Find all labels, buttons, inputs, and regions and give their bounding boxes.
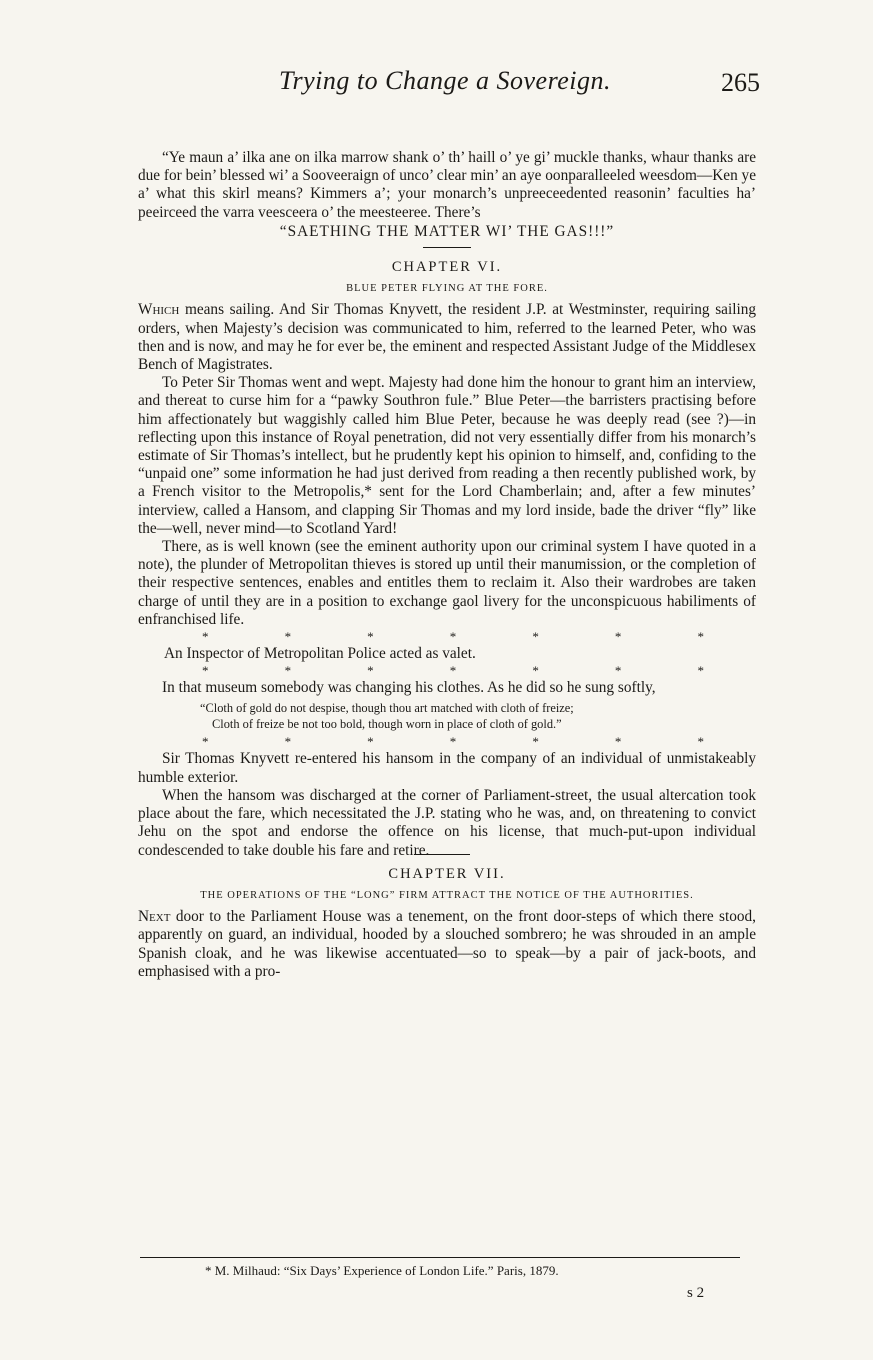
star: * xyxy=(532,663,539,679)
asterism xyxy=(138,734,756,750)
drop-lead-word: Which xyxy=(138,301,180,319)
star: * xyxy=(614,629,622,645)
verse-line-2: Cloth of freize be not too bold, though worn in place of cloth of gold.” xyxy=(212,717,562,732)
paragraph-text: door to the Parliament House was a tenement, on the front door-steps of which there stood, apparently on guard, an individual, hooded by a slouched sombrero; he was shrouded in an ample Spanish cloak, and he was likewise accentuated—so to speak—by a pair of jack-boots, and emphasised with a pro- xyxy=(138,908,756,980)
gas-exclamation: “SAETHING THE MATTER WI’ THE GAS!!!” xyxy=(279,222,615,240)
discharged-paragraph: When the hansom was discharged at the corner of Parliament-street, the usual altercation took place about the fare, which necessitated the J.P. stating who he was, and, on threatening to convict Jehu on the spot and endorse the offence on his license, that much-put-upon individual condescended to take double his fare and retire. xyxy=(138,786,756,859)
star: * xyxy=(697,663,704,679)
star: * xyxy=(367,663,374,679)
chapter-6-title: CHAPTER VI. xyxy=(391,259,503,276)
star: * xyxy=(284,663,292,679)
page-number: 265 xyxy=(721,68,760,97)
footnote-rule xyxy=(140,1257,740,1258)
star: * xyxy=(367,629,374,645)
star: * xyxy=(532,629,539,645)
chapter-7-title: CHAPTER VII. xyxy=(388,865,506,882)
star: * xyxy=(614,734,622,750)
star: * xyxy=(614,663,622,679)
verse-line-1: “Cloth of gold do not despise, though thou art matched with cloth of freize; xyxy=(200,701,574,716)
star: * xyxy=(202,663,209,679)
intro-paragraph: “Ye maun a’ ilka ane on ilka marrow shank o’ th’ haill o’ ye gi’ muckle thanks, whaur thanks are due for bein’ blessed wi’ a Sooveeraign of unco’ clear min’ an aye oonparalleeled weesdom—Ken ye a’ what this skirl means? Kimmers a’; your monarch’s unpreeceedented reasonin’ faculties ha’ peeirceed the varra veesceera o’ the meesteeree. There’s xyxy=(138,149,756,221)
page-header xyxy=(130,66,760,106)
star: * xyxy=(367,734,374,750)
asterism xyxy=(138,663,756,679)
running-title: Trying to Change a Sovereign. xyxy=(278,66,611,95)
signature-mark: s 2 xyxy=(687,1285,705,1301)
star: * xyxy=(532,734,539,750)
chapter-7-paragraph-1 xyxy=(138,908,756,981)
chapter-6-paragraph-2: To Peter Sir Thomas went and wept. Majesty had done him the honour to grant him an interview, and thereat to curse him for a “pawky Southron fule.” Blue Peter—the barristers practising before him affectionately but waggishly called him Blue Peter, because he was deeply read (see ?)—in reflecting upon this instance of Royal penetration, did not very essentially differ from his monarch’s estimate of Sir Thomas’s intellect, but he prudently kept his opinion to himself, and, confiding to the “unpaid one” some information he had just derived from reading a then recently published work, by a French visitor to the Metropolis,* sent for the Lord Chamberlain; and, after a few minutes’ interview, called a Hansom, and clapping Sir Thomas and my lord inside, bade the driver “fly” like the—well, never mind—to Scotland Yard! xyxy=(138,374,756,537)
chapter-7-subtitle: THE OPERATIONS OF THE “LONG” FIRM ATTRACT THE NOTICE OF THE AUTHORITIES. xyxy=(200,889,694,901)
star: * xyxy=(202,734,209,750)
chapter-6-paragraph-1 xyxy=(138,301,756,374)
star: * xyxy=(449,734,457,750)
star: * xyxy=(449,629,457,645)
star: * xyxy=(202,629,209,645)
verse xyxy=(138,700,756,732)
footnote: * M. Milhaud: “Six Days’ Experience of London Life.” Paris, 1879. xyxy=(205,1263,559,1278)
reentered-paragraph: Sir Thomas Knyvett re-entered his hansom in the company of an individual of unmistakeably humble exterior. xyxy=(138,750,756,786)
star: * xyxy=(697,629,704,645)
chapter-6-paragraph-3: There, as is well known (see the eminent authority upon our criminal system I have quoted in a note), the plunder of Metropolitan thieves is stored up until their manumission, or the completion of their respective sentences, enables and entitles them to reclaim it. Also their wardrobes are taken charge of until they are in a position to exchange gaol livery for the unconspicuous habiliments of enfranchised life. xyxy=(138,538,756,628)
drop-lead-word: Next xyxy=(138,908,171,926)
section-divider xyxy=(423,247,471,248)
paragraph-text: means sailing. And Sir Thomas Knyvett, the resident J.P. at Westminster, requiring sailing orders, when Majesty’s decision was communicated to him, referred to the learned Peter, who was then and is now, and may he for ever be, the eminent and respected Assistant Judge of the Middlesex Bench of Magistrates. xyxy=(138,301,756,374)
page-body xyxy=(138,149,756,981)
star: * xyxy=(284,629,292,645)
star: * xyxy=(284,734,292,750)
star: * xyxy=(697,734,704,750)
museum-paragraph: In that museum somebody was changing his clothes. As he did so he sung softly, xyxy=(162,679,656,697)
inspector-line: An Inspector of Metropolitan Police acted as valet. xyxy=(164,645,476,663)
star: * xyxy=(449,663,457,679)
asterism xyxy=(138,629,756,645)
chapter-6-subtitle: BLUE PETER FLYING AT THE FORE. xyxy=(346,283,548,295)
